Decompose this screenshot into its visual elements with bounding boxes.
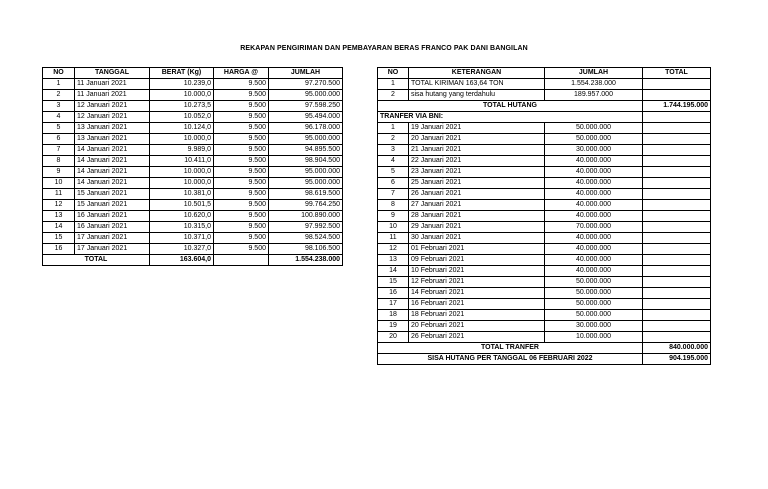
transfer-date: 22 Januari 2021 <box>409 156 545 167</box>
total-hutang-value: 1.744.195.000 <box>643 101 711 112</box>
delivery-price: 9.500 <box>214 244 269 255</box>
delivery-no: 7 <box>43 145 75 156</box>
delivery-date: 12 Januari 2021 <box>75 101 150 112</box>
delivery-total-berat: 163.604,0 <box>150 255 214 266</box>
header-jumlah: JUMLAH <box>269 68 343 79</box>
delivery-date: 14 Januari 2021 <box>75 178 150 189</box>
transfer-date: 27 Januari 2021 <box>409 200 545 211</box>
transfer-row <box>378 167 711 178</box>
delivery-row <box>43 200 343 211</box>
total-transfer-label: TOTAL TRANFER <box>378 343 643 354</box>
delivery-row <box>43 211 343 222</box>
transfer-date: 20 Februari 2021 <box>409 321 545 332</box>
transfer-date: 23 Januari 2021 <box>409 167 545 178</box>
delivery-weight: 10.327,0 <box>150 244 214 255</box>
delivery-no: 14 <box>43 222 75 233</box>
delivery-amount: 97.992.500 <box>269 222 343 233</box>
transfer-no: 16 <box>378 288 409 299</box>
delivery-amount: 98.619.500 <box>269 189 343 200</box>
header-keterangan: KETERANGAN <box>409 68 545 79</box>
delivery-row <box>43 145 343 156</box>
sisa-hutang-value: 904.195.000 <box>643 354 711 365</box>
transfer-date: 10 Februari 2021 <box>409 266 545 277</box>
transfer-no: 19 <box>378 321 409 332</box>
transfer-header-row <box>378 112 711 123</box>
transfer-total-empty <box>643 288 711 299</box>
delivery-total-row <box>43 255 343 266</box>
delivery-amount: 95.000.000 <box>269 90 343 101</box>
total-transfer-row <box>378 343 711 354</box>
delivery-no: 16 <box>43 244 75 255</box>
transfer-total-empty <box>643 156 711 167</box>
delivery-date: 16 Januari 2021 <box>75 222 150 233</box>
transfer-date: 29 Januari 2021 <box>409 222 545 233</box>
delivery-weight: 10.381,0 <box>150 189 214 200</box>
delivery-date: 12 Januari 2021 <box>75 112 150 123</box>
transfer-total-empty <box>643 266 711 277</box>
delivery-weight: 10.000,0 <box>150 90 214 101</box>
transfer-date: 01 Februari 2021 <box>409 244 545 255</box>
transfer-total-empty <box>643 277 711 288</box>
transfer-no: 14 <box>378 266 409 277</box>
transfer-row <box>378 321 711 332</box>
transfer-date: 16 Februari 2021 <box>409 299 545 310</box>
transfer-amount: 70.000.000 <box>545 222 643 233</box>
delivery-row <box>43 101 343 112</box>
debt-no: 2 <box>378 90 409 101</box>
delivery-amount: 98.524.500 <box>269 233 343 244</box>
transfer-row <box>378 211 711 222</box>
transfer-no: 18 <box>378 310 409 321</box>
delivery-date: 11 Januari 2021 <box>75 90 150 101</box>
transfer-no: 9 <box>378 211 409 222</box>
delivery-total-label: TOTAL <box>43 255 150 266</box>
transfer-amount: 40.000.000 <box>545 189 643 200</box>
payment-header-row <box>378 68 711 79</box>
delivery-weight: 10.620,0 <box>150 211 214 222</box>
transfer-total-empty <box>643 123 711 134</box>
transfer-row <box>378 233 711 244</box>
debt-desc: sisa hutang yang terdahulu <box>409 90 545 101</box>
delivery-no: 3 <box>43 101 75 112</box>
delivery-amount: 95.494.000 <box>269 112 343 123</box>
transfer-amount: 40.000.000 <box>545 200 643 211</box>
delivery-price: 9.500 <box>214 167 269 178</box>
transfer-row <box>378 123 711 134</box>
delivery-price: 9.500 <box>214 134 269 145</box>
delivery-weight: 10.239,0 <box>150 79 214 90</box>
delivery-amount: 97.598.250 <box>269 101 343 112</box>
delivery-weight: 10.501,5 <box>150 200 214 211</box>
transfer-no: 3 <box>378 145 409 156</box>
transfer-row <box>378 200 711 211</box>
document-title: REKAPAN PENGIRIMAN DAN PEMBAYARAN BERAS FRANCO PAK DANI BANGILAN <box>240 45 528 52</box>
transfer-date: 20 Januari 2021 <box>409 134 545 145</box>
delivery-weight: 10.052,0 <box>150 112 214 123</box>
delivery-row <box>43 123 343 134</box>
transfer-total-empty <box>643 189 711 200</box>
transfer-no: 13 <box>378 255 409 266</box>
transfer-amount: 50.000.000 <box>545 299 643 310</box>
delivery-row <box>43 90 343 101</box>
transfer-amount: 50.000.000 <box>545 123 643 134</box>
transfer-total-empty <box>643 211 711 222</box>
delivery-amount: 100.890.000 <box>269 211 343 222</box>
transfer-total-empty <box>643 167 711 178</box>
delivery-price: 9.500 <box>214 112 269 123</box>
delivery-no: 4 <box>43 112 75 123</box>
transfer-row <box>378 332 711 343</box>
header-no: NO <box>43 68 75 79</box>
debt-total-empty <box>643 90 711 101</box>
transfer-date: 19 Januari 2021 <box>409 123 545 134</box>
transfer-total-empty <box>643 200 711 211</box>
transfer-row <box>378 244 711 255</box>
delivery-amount: 94.895.500 <box>269 145 343 156</box>
delivery-price: 9.500 <box>214 156 269 167</box>
transfer-row <box>378 222 711 233</box>
transfer-date: 25 Januari 2021 <box>409 178 545 189</box>
transfer-amount: 50.000.000 <box>545 288 643 299</box>
transfer-row <box>378 266 711 277</box>
delivery-row <box>43 178 343 189</box>
delivery-date: 17 Januari 2021 <box>75 244 150 255</box>
delivery-date: 14 Januari 2021 <box>75 145 150 156</box>
transfer-row <box>378 299 711 310</box>
delivery-price: 9.500 <box>214 90 269 101</box>
transfer-total-empty <box>643 321 711 332</box>
transfer-amount: 40.000.000 <box>545 178 643 189</box>
header-jumlah: JUMLAH <box>545 68 643 79</box>
delivery-no: 8 <box>43 156 75 167</box>
delivery-no: 11 <box>43 189 75 200</box>
delivery-price: 9.500 <box>214 79 269 90</box>
delivery-price: 9.500 <box>214 178 269 189</box>
transfer-no: 5 <box>378 167 409 178</box>
delivery-row <box>43 167 343 178</box>
transfer-no: 17 <box>378 299 409 310</box>
delivery-no: 5 <box>43 123 75 134</box>
transfer-amount: 40.000.000 <box>545 244 643 255</box>
delivery-amount: 98.106.500 <box>269 244 343 255</box>
transfer-no: 15 <box>378 277 409 288</box>
transfer-total-empty <box>643 145 711 156</box>
transfer-header-empty <box>545 112 643 123</box>
transfer-date: 30 Januari 2021 <box>409 233 545 244</box>
delivery-date: 17 Januari 2021 <box>75 233 150 244</box>
transfer-row <box>378 145 711 156</box>
delivery-weight: 10.000,0 <box>150 167 214 178</box>
total-transfer-value: 840.000.000 <box>643 343 711 354</box>
transfer-total-empty <box>643 332 711 343</box>
delivery-price: 9.500 <box>214 211 269 222</box>
transfer-amount: 40.000.000 <box>545 167 643 178</box>
delivery-weight: 10.411,0 <box>150 156 214 167</box>
transfer-total-empty <box>643 299 711 310</box>
debt-row <box>378 79 711 90</box>
transfer-total-empty <box>643 134 711 145</box>
transfer-amount: 30.000.000 <box>545 145 643 156</box>
delivery-no: 6 <box>43 134 75 145</box>
delivery-price: 9.500 <box>214 200 269 211</box>
transfer-no: 7 <box>378 189 409 200</box>
payment-table <box>377 67 711 365</box>
delivery-date: 15 Januari 2021 <box>75 200 150 211</box>
transfer-amount: 50.000.000 <box>545 310 643 321</box>
transfer-no: 12 <box>378 244 409 255</box>
delivery-no: 10 <box>43 178 75 189</box>
delivery-amount: 95.000.000 <box>269 134 343 145</box>
transfer-date: 26 Januari 2021 <box>409 189 545 200</box>
delivery-amount: 96.178.000 <box>269 123 343 134</box>
delivery-amount: 97.270.500 <box>269 79 343 90</box>
header-harga: HARGA @ <box>214 68 269 79</box>
delivery-amount: 95.000.000 <box>269 167 343 178</box>
transfer-date: 18 Februari 2021 <box>409 310 545 321</box>
transfer-no: 2 <box>378 134 409 145</box>
total-hutang-row <box>378 101 711 112</box>
delivery-price: 9.500 <box>214 101 269 112</box>
delivery-price: 9.500 <box>214 233 269 244</box>
delivery-row <box>43 233 343 244</box>
transfer-row <box>378 277 711 288</box>
delivery-row <box>43 189 343 200</box>
transfer-amount: 40.000.000 <box>545 211 643 222</box>
sisa-hutang-label: SISA HUTANG PER TANGGAL 06 FEBRUARI 2022 <box>378 354 643 365</box>
delivery-row <box>43 134 343 145</box>
delivery-amount: 98.904.500 <box>269 156 343 167</box>
delivery-row <box>43 112 343 123</box>
delivery-amount: 95.000.000 <box>269 178 343 189</box>
transfer-amount: 50.000.000 <box>545 277 643 288</box>
transfer-header-total-empty <box>643 112 711 123</box>
transfer-amount: 30.000.000 <box>545 321 643 332</box>
header-total: TOTAL <box>643 68 711 79</box>
debt-amount: 189.957.000 <box>545 90 643 101</box>
debt-no: 1 <box>378 79 409 90</box>
transfer-row <box>378 288 711 299</box>
header-berat: BERAT (Kg) <box>150 68 214 79</box>
transfer-amount: 50.000.000 <box>545 134 643 145</box>
transfer-total-empty <box>643 222 711 233</box>
delivery-weight: 10.000,0 <box>150 134 214 145</box>
transfer-row <box>378 134 711 145</box>
transfer-date: 14 Februari 2021 <box>409 288 545 299</box>
delivery-table <box>42 67 343 266</box>
delivery-total-jumlah: 1.554.238.000 <box>269 255 343 266</box>
transfer-no: 1 <box>378 123 409 134</box>
transfer-row <box>378 255 711 266</box>
delivery-amount: 99.764.250 <box>269 200 343 211</box>
delivery-price: 9.500 <box>214 189 269 200</box>
transfer-date: 21 Januari 2021 <box>409 145 545 156</box>
delivery-total-empty <box>214 255 269 266</box>
delivery-weight: 10.000,0 <box>150 178 214 189</box>
delivery-weight: 10.124,0 <box>150 123 214 134</box>
debt-amount: 1.554.238.000 <box>545 79 643 90</box>
transfer-total-empty <box>643 244 711 255</box>
delivery-date: 13 Januari 2021 <box>75 134 150 145</box>
delivery-weight: 10.371,0 <box>150 233 214 244</box>
transfer-row <box>378 310 711 321</box>
transfer-total-empty <box>643 178 711 189</box>
delivery-no: 9 <box>43 167 75 178</box>
transfer-amount: 10.000.000 <box>545 332 643 343</box>
delivery-weight: 9.989,0 <box>150 145 214 156</box>
delivery-date: 11 Januari 2021 <box>75 79 150 90</box>
transfer-no: 20 <box>378 332 409 343</box>
delivery-row <box>43 222 343 233</box>
delivery-no: 15 <box>43 233 75 244</box>
debt-total-empty <box>643 79 711 90</box>
transfer-total-empty <box>643 310 711 321</box>
debt-row <box>378 90 711 101</box>
total-hutang-label: TOTAL HUTANG <box>378 101 643 112</box>
transfer-no: 11 <box>378 233 409 244</box>
transfer-no: 6 <box>378 178 409 189</box>
transfer-header: TRANFER VIA BNI: <box>378 112 545 123</box>
delivery-date: 14 Januari 2021 <box>75 167 150 178</box>
delivery-date: 14 Januari 2021 <box>75 156 150 167</box>
delivery-no: 2 <box>43 90 75 101</box>
delivery-weight: 10.273,5 <box>150 101 214 112</box>
transfer-amount: 40.000.000 <box>545 255 643 266</box>
delivery-weight: 10.315,0 <box>150 222 214 233</box>
delivery-row <box>43 244 343 255</box>
transfer-no: 8 <box>378 200 409 211</box>
header-tanggal: TANGGAL <box>75 68 150 79</box>
transfer-amount: 40.000.000 <box>545 266 643 277</box>
delivery-date: 15 Januari 2021 <box>75 189 150 200</box>
transfer-date: 12 Februari 2021 <box>409 277 545 288</box>
transfer-no: 4 <box>378 156 409 167</box>
transfer-date: 26 Februari 2021 <box>409 332 545 343</box>
transfer-row <box>378 156 711 167</box>
transfer-no: 10 <box>378 222 409 233</box>
transfer-date: 09 Februari 2021 <box>409 255 545 266</box>
transfer-date: 28 Januari 2021 <box>409 211 545 222</box>
transfer-row <box>378 189 711 200</box>
transfer-total-empty <box>643 255 711 266</box>
delivery-date: 13 Januari 2021 <box>75 123 150 134</box>
delivery-no: 1 <box>43 79 75 90</box>
transfer-row <box>378 178 711 189</box>
transfer-amount: 40.000.000 <box>545 156 643 167</box>
delivery-header-row <box>43 68 343 79</box>
delivery-row <box>43 79 343 90</box>
delivery-price: 9.500 <box>214 123 269 134</box>
delivery-row <box>43 156 343 167</box>
transfer-total-empty <box>643 233 711 244</box>
delivery-price: 9.500 <box>214 145 269 156</box>
header-no: NO <box>378 68 409 79</box>
transfer-amount: 40.000.000 <box>545 233 643 244</box>
delivery-no: 12 <box>43 200 75 211</box>
sisa-hutang-row <box>378 354 711 365</box>
delivery-date: 16 Januari 2021 <box>75 211 150 222</box>
delivery-price: 9.500 <box>214 222 269 233</box>
debt-desc: TOTAL KIRIMAN 163,64 TON <box>409 79 545 90</box>
delivery-no: 13 <box>43 211 75 222</box>
